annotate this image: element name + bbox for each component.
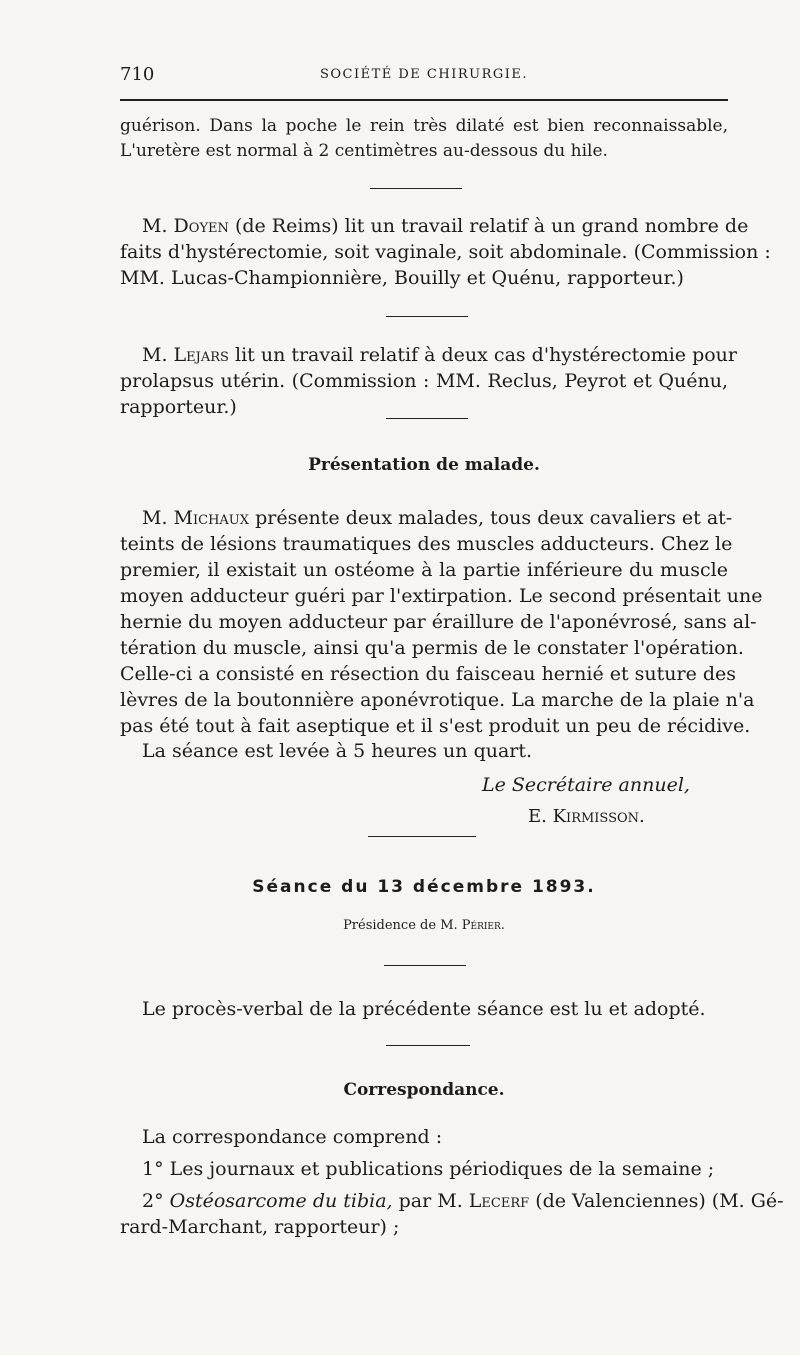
text-line: premier, il existait un ostéome à la partie inférieure du muscle bbox=[120, 559, 728, 581]
speaker-title: M. bbox=[142, 507, 168, 529]
signature-role: Le Secrétaire annuel, bbox=[482, 774, 690, 796]
text-line bbox=[120, 1188, 784, 1214]
text-line: rard-Marchant, rapporteur) ; bbox=[120, 1216, 400, 1238]
president-name: Périer. bbox=[461, 918, 505, 933]
text-line: rapporteur.) bbox=[120, 396, 237, 418]
text-line bbox=[120, 342, 738, 368]
text-line: faits d'hystérectomie, soit vaginale, soit abdominale. (Commission : bbox=[120, 241, 771, 263]
page-number: 710 bbox=[120, 64, 155, 85]
text-run: (de Valenciennes) (M. Gé- bbox=[535, 1190, 784, 1212]
item-author: Lecerf bbox=[468, 1190, 530, 1212]
correspondance-intro: La correspondance comprend : bbox=[142, 1126, 443, 1148]
page-header bbox=[120, 64, 728, 88]
correspondance-item-2 bbox=[120, 1188, 784, 1240]
item-title: Ostéosarcome du tibia, bbox=[169, 1190, 393, 1212]
signature-name bbox=[528, 806, 645, 827]
separator-rule bbox=[384, 965, 466, 966]
text-line: MM. Lucas-Championnière, Bouilly et Quénu, rapporteur.) bbox=[120, 267, 684, 289]
text-line: pas été tout à fait aseptique et il s'est produit un peu de récidive. bbox=[120, 715, 751, 737]
separator-rule bbox=[370, 188, 462, 189]
text-line bbox=[120, 505, 733, 531]
running-title: SOCIÉTÉ DE CHIRURGIE. bbox=[319, 67, 529, 82]
michaux-paragraph bbox=[120, 505, 763, 739]
text-run: (de Reims) lit un travail relatif à un grand nombre de bbox=[234, 215, 749, 237]
session-title: Séance du 13 décembre 1893. bbox=[252, 877, 596, 897]
closing-line: La séance est levée à 5 heures un quart. bbox=[142, 740, 533, 762]
text-run: lit un travail relatif à deux cas d'hystérectomie pour bbox=[235, 344, 738, 366]
text-line: moyen adducteur guéri par l'extirpation. Le second présentait une bbox=[120, 585, 763, 607]
proces-verbal-line: Le procès-verbal de la précédente séance est lu et adopté. bbox=[142, 998, 706, 1020]
session-presidence bbox=[120, 918, 728, 933]
section-heading-presentation: Présentation de malade. bbox=[308, 455, 540, 475]
speaker-name: Lejars bbox=[173, 344, 229, 366]
presidence-prefix: Présidence de M. bbox=[343, 918, 458, 933]
lejars-paragraph bbox=[120, 342, 738, 420]
text-line: hernie du moyen adducteur par éraillure de l'aponévrosé, sans al- bbox=[120, 611, 757, 633]
text-line bbox=[120, 213, 749, 239]
separator-rule bbox=[368, 836, 476, 837]
separator-rule bbox=[386, 316, 468, 317]
correspondance-item-1: 1° Les journaux et publications périodiques de la semaine ; bbox=[142, 1158, 715, 1180]
speaker-title: M. bbox=[142, 215, 168, 237]
speaker-name: Doyen bbox=[173, 215, 229, 237]
text-line: L'uretère est normal à 2 centimètres au-dessous du hile. bbox=[120, 141, 608, 161]
doyen-paragraph bbox=[120, 213, 771, 291]
speaker-title: M. bbox=[142, 344, 168, 366]
text-line: lèvres de la boutonnière aponévrotique. La marche de la plaie n'a bbox=[120, 689, 755, 711]
text-line: prolapsus utérin. (Commission : MM. Reclus, Peyrot et Quénu, bbox=[120, 370, 728, 392]
text-line: guérison. Dans la poche le rein très dilaté est bien reconnaissable, bbox=[120, 116, 728, 136]
text-run: par M. bbox=[398, 1190, 463, 1212]
text-line: teints de lésions traumatiques des muscles adducteurs. Chez le bbox=[120, 533, 733, 555]
signature-initial: E. bbox=[528, 806, 547, 827]
section-heading-correspondance: Correspondance. bbox=[343, 1080, 505, 1100]
text-line: Celle-ci a consisté en résection du faisceau hernié et suture des bbox=[120, 663, 737, 685]
header-rule bbox=[120, 99, 728, 101]
separator-rule bbox=[386, 1045, 470, 1046]
speaker-name: Michaux bbox=[173, 507, 250, 529]
separator-rule bbox=[386, 418, 468, 419]
opening-paragraph bbox=[120, 114, 728, 164]
item-number: 2° bbox=[142, 1190, 164, 1212]
text-run: présente deux malades, tous deux cavaliers et at- bbox=[255, 507, 733, 529]
text-line: tération du muscle, ainsi qu'a permis de le constater l'opération. bbox=[120, 637, 744, 659]
signature-surname: Kirmisson. bbox=[552, 806, 645, 827]
